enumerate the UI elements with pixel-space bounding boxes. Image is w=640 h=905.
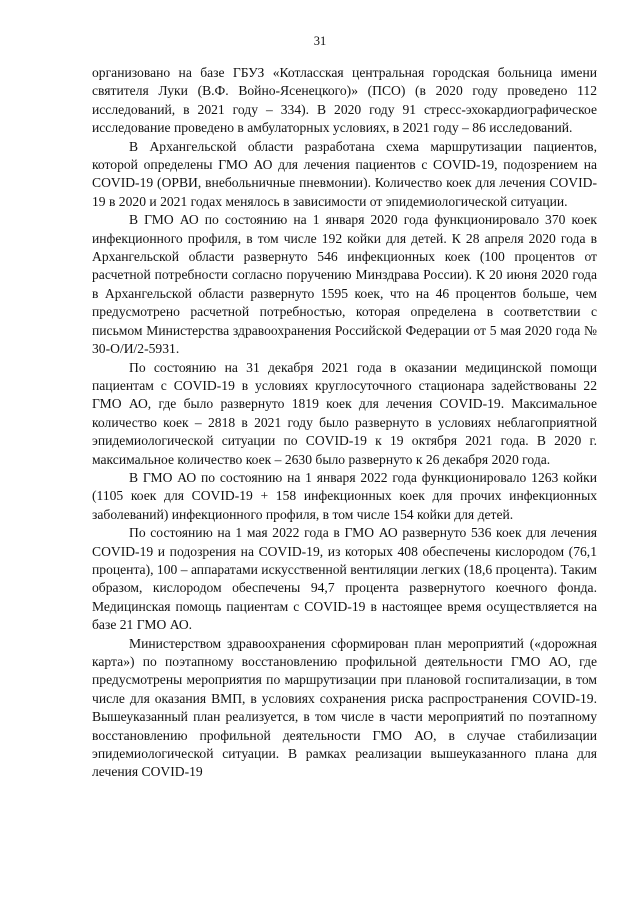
paragraph-7: Министерством здравоохранения сформирован план мероприятий («дорожная карта») по поэтапному восстановлению профильной деятельности ГМО АО, где предусмотрены мероприятия по маршрутизации при плановой госпитализации, в том числе для оказания ВМП, в условиях сохранения риска распространения COVID-19. Вышеуказанный план реализуется, в том числе в части мероприятий по поэтапному восстановлению профильной деятельности ГМО АО, в случае стабилизации эпидемиологической ситуации. В рамках реализации вышеуказанного плана для лечения COVID-19 xyxy=(92,635,597,780)
paragraph-6: По состоянию на 1 мая 2022 года в ГМО АО развернуто 536 коек для лечения COVID-19 и подозрения на COVID-19, из которых 408 обеспечены кислородом (76,1 процента), 100 – аппаратами искусственной вентиляции легких (18,6 процента). Таким образом, кислородом обеспечены 94,7 процента развернутого коечного фонда. Медицинская помощь пациентам с COVID-19 в настоящее время осуществляется на базе 21 ГМО АО. xyxy=(92,525,597,633)
paragraph-1: организовано на базе ГБУЗ «Котласская центральная городская больница имени святителя Луки (В.Ф. Войно-Ясенецкого)» (ПСО) (в 2020 году проведено 112 исследований, в 2021 году – 334). В 2020 году 91 стресс-эхокардиографическое исследование проведено в амбулаторных условиях, в 2021 году – 86 исследований. xyxy=(92,65,597,136)
document-body xyxy=(92,64,597,782)
paragraph-3: В ГМО АО по состоянию на 1 января 2020 года функционировало 370 коек инфекционного профиля, в том числе 192 койки для детей. К 28 апреля 2020 года в Архангельской области развернуто 546 инфекционных коек (100 процентов от расчетной потребности согласно поручению Минздрава России). К 20 июня 2020 года в Архангельской области развернуто 1595 коек, что на 46 процентов больше, чем предусмотрено расчетной потребностью, которая определена в соответствии с письмом Министерства здравоохранения Российской Федерации от 5 мая 2020 года № 30-О/И/2-5931. xyxy=(92,212,597,357)
paragraph-2: В Архангельской области разработана схема маршрутизации пациентов, которой определены ГМО АО для лечения пациентов с COVID-19, подозрением на COVID-19 (ОРВИ, внебольничные пневмонии). Количество коек для лечения COVID-19 в 2020 и 2021 годах менялось в зависимости от эпидемиологической ситуации. xyxy=(92,138,597,209)
paragraph-4: По состоянию на 31 декабря 2021 года в оказании медицинской помощи пациентам с COVID-19 в условиях круглосуточного стационара задействованы 22 ГМО АО, где было развернуто 1819 коек для лечения COVID-19. Максимальное количество коек – 2818 в 2021 году было развернуто в условиях неблагоприятной эпидемиологической ситуации по COVID-19 к 19 октября 2021 года. В 2020 г. максимальное количество коек – 2630 было развернуто к 26 декабря 2020 года. xyxy=(92,359,597,467)
page-number: 31 xyxy=(313,34,327,48)
paragraph-5: В ГМО АО по состоянию на 1 января 2022 года функционировало 1263 койки (1105 коек для COVID-19 + 158 инфекционных коек для прочих инфекционных заболеваний) инфекционного профиля, в том числе 154 койки для детей. xyxy=(92,469,597,522)
